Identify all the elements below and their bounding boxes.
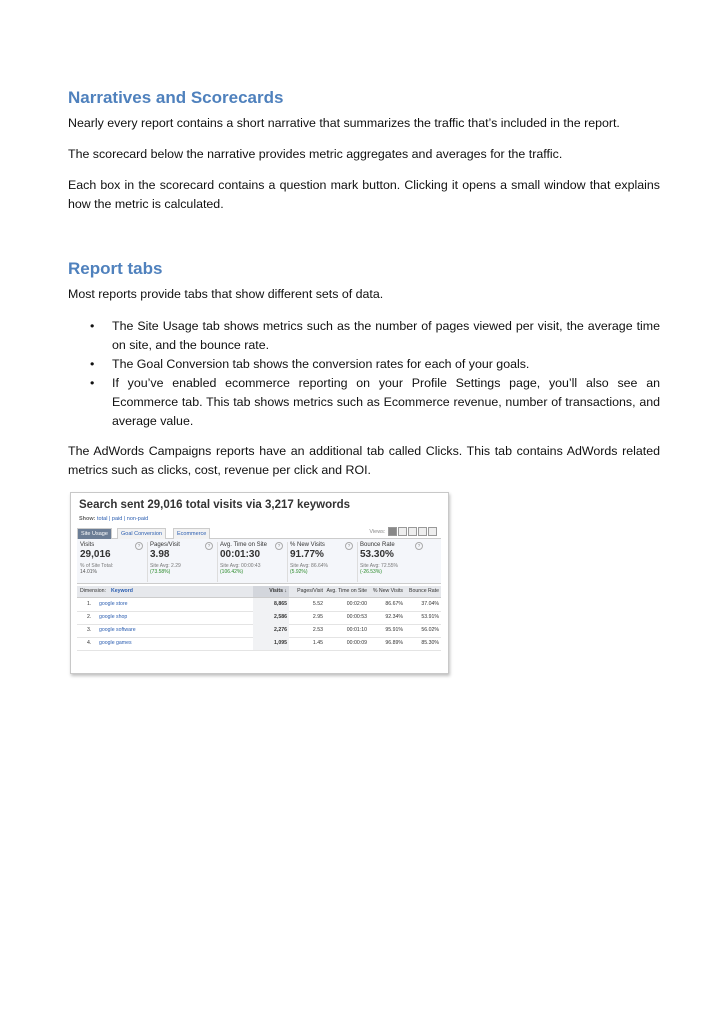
metric-avg-time: Avg. Time on Site ? 00:01:30 Site Avg: 00:00:43 (106.42%) bbox=[217, 542, 288, 582]
bar-view-icon[interactable] bbox=[408, 527, 417, 536]
cell-new-visits: 96.89% bbox=[385, 640, 403, 646]
section-heading-report-tabs: Report tabs bbox=[68, 259, 163, 278]
table-row[interactable]: 3. google software 2,276 2.53 00:01:10 95.91% 56.02% bbox=[77, 624, 441, 638]
paragraph-scorecard: The scorecard below the narrative provides metric aggregates and averages for the traffic. bbox=[68, 147, 563, 161]
list-item: • The Goal Conversion tab shows the conversion rates for each of your goals. bbox=[68, 355, 660, 374]
column-header-visits[interactable]: Visits ↓ bbox=[253, 586, 289, 597]
pie-view-icon[interactable] bbox=[398, 527, 407, 536]
help-question-icon[interactable]: ? bbox=[415, 542, 423, 550]
paragraph-question-mark: Each box in the scorecard contains a question mark button. Clicking it opens a small window that explains how the metric is calculated. bbox=[68, 178, 660, 211]
list-item: • If you’ve enabled ecommerce reporting on your Profile Settings page, you’ll also see an Ecommerce tab. This tab shows metrics such as Ecommerce revenue, number of transactions, and average value. bbox=[90, 376, 660, 428]
segment-filter: Show: total | paid | non-paid bbox=[79, 516, 149, 522]
table-row[interactable]: 1. google store 8,865 5.52 00:02:00 86.67% 37.04% bbox=[77, 598, 441, 612]
bullet-list bbox=[68, 317, 660, 431]
cell-bounce-rate: 37.04% bbox=[421, 601, 439, 607]
compare-view-icon[interactable] bbox=[418, 527, 427, 536]
scorecard bbox=[77, 539, 441, 584]
tab-goal-conversion[interactable]: Goal Conversion bbox=[117, 528, 166, 539]
column-header-bounce-rate[interactable]: Bounce Rate bbox=[409, 588, 439, 594]
column-header-pages-visit[interactable]: Pages/Visit bbox=[297, 588, 323, 594]
help-question-icon[interactable]: ? bbox=[345, 542, 353, 550]
table-row[interactable]: 4. google games 1,095 1.45 00:00:09 96.89% 85.30% bbox=[77, 637, 441, 651]
help-question-icon[interactable]: ? bbox=[205, 542, 213, 550]
cell-bounce-rate: 56.02% bbox=[421, 627, 439, 633]
dimension-selector[interactable]: Keyword bbox=[111, 588, 133, 594]
paragraph-adwords: The AdWords Campaigns reports have an additional tab called Clicks. This tab contains AdWords related metrics such as clicks, cost, revenue per click and ROI. bbox=[68, 444, 660, 477]
help-question-icon[interactable]: ? bbox=[275, 542, 283, 550]
tab-site-usage[interactable]: Site Usage bbox=[77, 528, 112, 539]
keyword-link[interactable]: google store bbox=[99, 601, 128, 607]
section-heading-narratives: Narratives and Scorecards bbox=[68, 88, 284, 107]
report-tab-bar bbox=[77, 527, 441, 539]
metric-bounce-rate: Bounce Rate ? 53.30% Site Avg: 72.55% (-26.53%) bbox=[357, 542, 427, 582]
table-row[interactable]: 2. google shop 2,586 2.95 00:00:53 92.34% 53.91% bbox=[77, 611, 441, 625]
view-switcher: Views: bbox=[369, 527, 437, 537]
pivot-view-icon[interactable] bbox=[428, 527, 437, 536]
tab-ecommerce[interactable]: Ecommerce bbox=[173, 528, 210, 539]
metric-pages-visit: Pages/Visit ? 3.98 Site Avg: 2.29 (73.58%) bbox=[147, 542, 218, 582]
keyword-link[interactable]: google software bbox=[99, 627, 136, 633]
paragraph-narrative-intro: Nearly every report contains a short narrative that summarizes the traffic that’s included in the report. bbox=[68, 116, 620, 130]
metric-new-visits: % New Visits ? 91.77% Site Avg: 86.64% (5.92%) bbox=[287, 542, 358, 582]
cell-new-visits: 86.67% bbox=[385, 601, 403, 607]
column-header-new-visits[interactable]: % New Visits bbox=[372, 588, 403, 594]
keyword-link[interactable]: google shop bbox=[99, 614, 128, 620]
paragraph-tabs-intro: Most reports provide tabs that show different sets of data. bbox=[68, 287, 384, 301]
help-question-icon[interactable]: ? bbox=[135, 542, 143, 550]
analytics-report-screenshot bbox=[70, 492, 449, 674]
table-header: Dimension: Keyword Visits ↓ Pages/Visit Avg. Time on Site % New Visits Bounce Rate bbox=[77, 586, 441, 598]
cell-bounce-rate: 53.91% bbox=[421, 614, 439, 620]
table-view-icon[interactable] bbox=[388, 527, 397, 536]
keyword-link[interactable]: google games bbox=[99, 640, 132, 646]
bullet-icon: • bbox=[90, 376, 95, 390]
report-narrative-title: Search sent 29,016 total visits via 3,217 keywords bbox=[79, 499, 351, 511]
bullet-icon: • bbox=[90, 319, 95, 333]
column-header-avg-time-label[interactable]: Avg. Time on Site bbox=[326, 588, 367, 594]
cell-new-visits: 95.91% bbox=[385, 627, 403, 633]
segment-options[interactable]: total | paid | non-paid bbox=[97, 516, 149, 522]
metric-visits: Visits ? 29,016 % of Site Total: 14.01% bbox=[77, 542, 148, 582]
cell-bounce-rate: 85.30% bbox=[421, 640, 439, 646]
list-item: • The Site Usage tab shows metrics such as the number of pages viewed per visit, the average time on site, and the bounce rate. bbox=[90, 319, 660, 352]
bullet-icon: • bbox=[90, 357, 95, 371]
cell-new-visits: 92.34% bbox=[385, 614, 403, 620]
